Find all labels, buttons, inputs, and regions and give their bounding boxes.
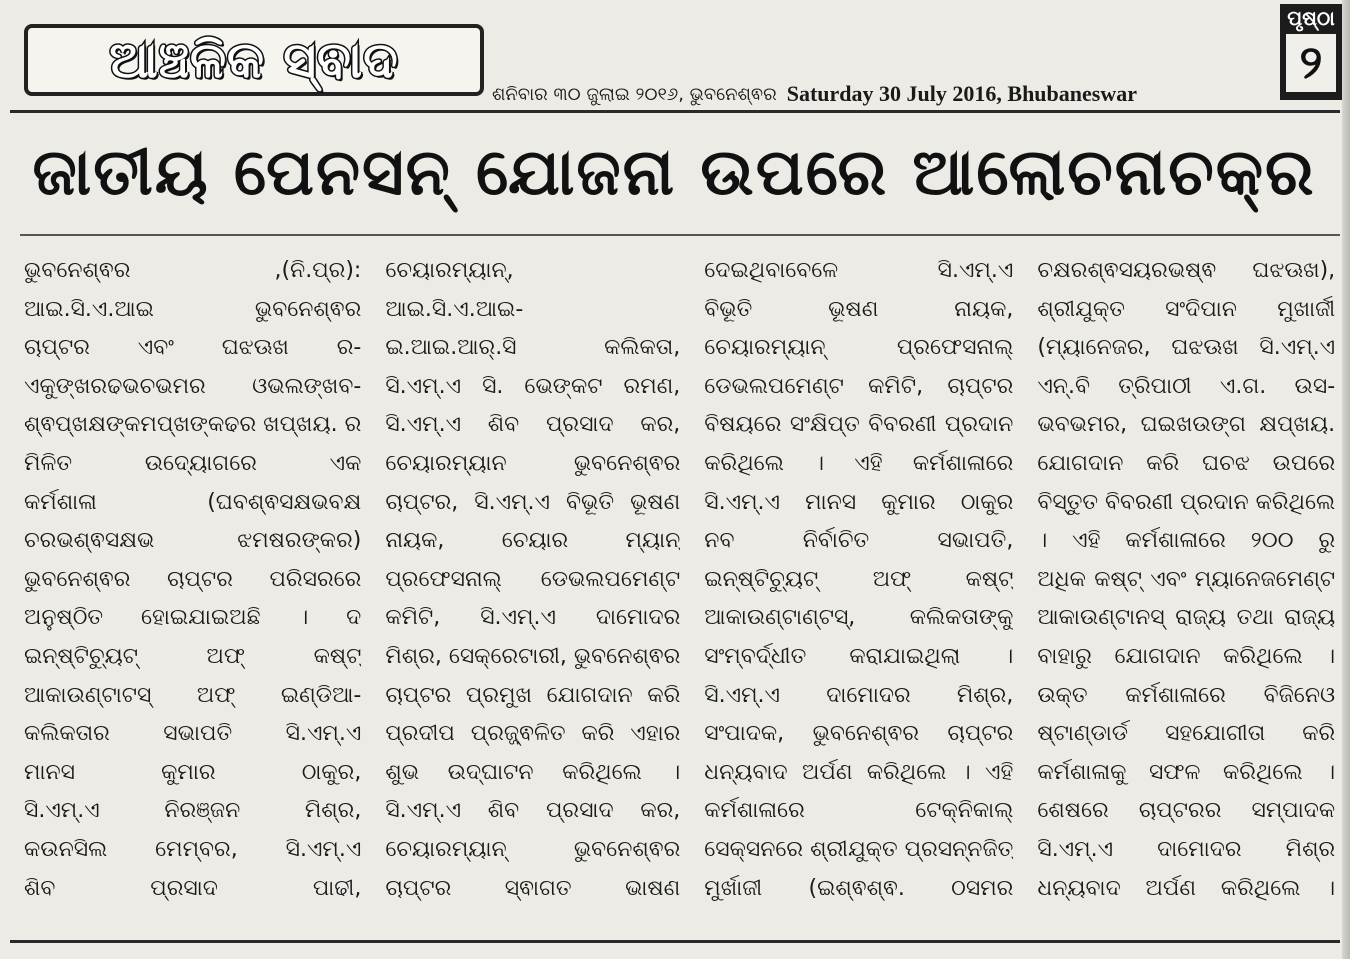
article-line: ଶିବ ପ୍ରସାଦ ପାଢୀ, (24, 875, 362, 901)
article-line: ନବ ନିର୍ବାଚିତ ସଭାପତି, (704, 528, 1014, 554)
paper-edge (1342, 0, 1350, 959)
article-line: ବିଭୂତି ଭୂଷଣ ନାୟକ, (704, 296, 1014, 322)
article-line: ସି.ଏମ୍.ଏ ସି. ଭେଙ୍କଟ ରମଣ, (385, 373, 681, 399)
article-line: ସି.ଏମ୍.ଏ ଶିବ ପ୍ରସାଦ କର, (385, 412, 681, 438)
article-line: ଧନ୍ୟବାଦ ଅର୍ପଣ କରିଥିଲେ । (1037, 875, 1336, 901)
article-line: ପ୍ରଦୀପ ପ୍ରଜ୍ଜ୍ଵଳିତ କରି ଏହାର (385, 721, 681, 747)
article-column-2 (385, 252, 680, 922)
article-line: ଏନ୍.ବି ତ୍ରିପାଠୀ ଏ.ଗ. ଉସ- (1037, 373, 1336, 399)
headline-text: ଜାତୀୟ ପେନସନ୍ ଯୋଜନା ଉପରେ ଆଲୋଚନାଚକ୍ର (32, 136, 1316, 210)
page-number-box (1280, 4, 1342, 100)
article-line: (ମ୍ୟାନେଜର, ଘଝଊଖ ସି.ଏମ୍.ଏ (1037, 335, 1336, 361)
article-line: ଚାପ୍ଟର ଏବଂ ଘଝଊଖ ର- (24, 335, 362, 361)
article-line: ଚେୟାରମ୍ୟାନ୍ ପ୍ରଫେସନାଲ୍ (704, 335, 1014, 361)
article-line: ଶୁଭ ଉଦ୍‌ଘାଟନ କରିଥିଲେ । (385, 759, 681, 785)
article-line: ଚାପ୍ଟର ପ୍ରମୁଖ ଯୋଗଦାନ କରି (385, 682, 681, 708)
article-line: ଭୁବନେଶ୍ଵର ,(ନି.ପ୍ର): (24, 258, 362, 283)
headline (24, 118, 1324, 228)
newspaper-logo (24, 24, 484, 96)
article-line: ଇନ୍ଷ୍ଟିଚ୍ୟୁଟ୍ ଅଫ୍ କଷ୍ଟ୍ (704, 566, 1014, 592)
article-line: ଚାପ୍ଟର, ସି.ଏମ୍.ଏ ବିଭୂତି ଭୂଷଣ (385, 489, 681, 515)
article-line: ନାୟକ, ଚେୟାର ମ୍ୟାନ୍ (385, 528, 681, 554)
article-line: ମୁର୍ଖାଜୀ (ଇଶ୍ଵଶ୍ଵ. ଠସମର (704, 875, 1014, 901)
bottom-rule (10, 940, 1340, 943)
article-line: ଅନୁଷ୍ଠିତ ହୋଇଯାଇଅଛି । ଦ (24, 605, 362, 631)
article-line: ଚେୟାରମ୍ୟାନ ଭୁବନେଶ୍ଵର (385, 450, 681, 476)
article-line: । ଏହି କର୍ମଶାଳାରେ ୨୦୦ ରୁ (1037, 528, 1336, 554)
top-rule (10, 110, 1340, 113)
article-line: ଇ.ଆଇ.ଆର୍.ସି କଲିକତା, (385, 335, 681, 361)
article-line: ଆକାଉଣ୍ଟାଣ୍ଟସ୍, କଲିକତାଙ୍କୁ (704, 605, 1014, 631)
article-line: ଚେୟାରମ୍ୟାନ୍ ଭୁବନେଶ୍ଵର (385, 836, 681, 862)
page-label: ପୃଷ୍ଠା (1287, 6, 1335, 30)
article-line: ସି.ଏମ୍.ଏ ଦାମୋଦର ମିଶ୍ର, (704, 682, 1014, 708)
article-column-1 (24, 252, 361, 922)
article-line: ସି.ଏମ୍.ଏ ଶିବ ପ୍ରସାଦ କର, (385, 798, 681, 824)
article-line: ଉକ୍ତ କର୍ମଶାଳାରେ ବିଜିନେଓ (1037, 682, 1336, 708)
article-line: ଚାପ୍ଟର ସ୍ଵାଗତ ଭାଷଣ (385, 875, 681, 901)
article-line: ମାନସ କୁମାର ଠାକୁର, (24, 759, 362, 785)
article-line: ଚରଭଶ୍ଵସକ୍ଷଭ ଝମଷରଙ୍କର) (24, 528, 362, 554)
article-line: ବିସ୍ତୁତ ବିବରଣୀ ପ୍ରଦାନ କରିଥିଲେ (1037, 489, 1336, 515)
article-line: ସି.ଏମ୍.ଏ ମାନସ କୁମାର ଠାକୁର (704, 489, 1014, 515)
headline-rule (20, 234, 1340, 236)
article-line: ମିଳିତ ଉଦ୍ୟୋଗରେ ଏକ (24, 450, 362, 476)
article-line: ସି.ଏମ୍.ଏ ନିରଞ୍ଜନ ମିଶ୍ର, (24, 798, 362, 824)
article-line: ଚକ୍ଷରଶ୍ଵସୟରଭଷ୍ଵ ଘଝଊଖ), (1037, 258, 1336, 283)
article-line: ବାହାରୁ ଯୋଗଦାନ କରିଥିଲେ । (1037, 643, 1336, 669)
article-line: ଅଧିକ କଷ୍ଟ୍ ଏବଂ ମ୍ୟାନେଜମେଣ୍ଟ (1037, 566, 1336, 592)
article-line: ସଂପାଦକ, ଭୁବନେଶ୍ଵର ଚାପ୍ଟର (704, 721, 1014, 747)
article-column-4 (1037, 252, 1335, 922)
article-line: ଦେଇଥିବାବେଳେ ସି.ଏମ୍.ଏ (704, 258, 1014, 283)
article-line: ଆକାଉଣ୍ଟାନସ୍ ରାଜ୍ୟ ତଥା ରାଜ୍ୟ (1037, 605, 1336, 631)
article-line: ଇନ୍ଷ୍ଟିଚ୍ୟୁଟ୍ ଅଫ୍ କଷ୍ଟ୍ (24, 643, 362, 669)
dateline (492, 78, 1282, 112)
article-column-3 (704, 252, 1013, 922)
article-line: ବିଷୟରେ ସଂକ୍ଷିପ୍ତ ବିବରଣୀ ପ୍ରଦାନ (704, 412, 1014, 438)
date-odia: ଶନିବାର ୩୦ ଜୁଲାଇ ୨୦୧୬, ଭୁବନେଶ୍ଵର (492, 83, 777, 105)
article-line: ଯୋଗଦାନ କରି ଘଚଝ ଉପରେ (1037, 450, 1336, 476)
article-line: ସେକ୍‌ସନରେ ଶ୍ରୀଯୁକ୍ତ ପ୍ରସନ୍ନଜିତ୍ (704, 836, 1014, 862)
article-line: ଶ୍ରୀଯୁକ୍ତ ସଂଦିପାନ ମୁଖାର୍ଜୀ (1037, 296, 1336, 322)
article-line: କଲିକତାର ସଭାପତି ସି.ଏମ୍.ଏ (24, 721, 362, 747)
article-line: ଡେଭଲପମେଣ୍ଟ କମିଟି, ଚାପ୍ଟର (704, 373, 1014, 399)
logo-text: ଆଞ୍ଚଳିକ ସ୍ଵାଦ (109, 30, 399, 89)
article-line: ଚେୟାରମ୍ୟାନ୍, (385, 258, 514, 283)
article-line: ପ୍ରଫେସନାଲ୍ ଡେଭଲପମେଣ୍ଟ (385, 566, 681, 592)
article-line: କମିଟି, ସି.ଏମ୍.ଏ ଦାମୋଦର (385, 605, 681, 631)
article-body (24, 252, 1336, 922)
masthead (10, 8, 1280, 108)
article-line: ଶ୍ଵପ୍ଖକ୍ଷଙ୍କମପ୍ଖଙ୍କଢର ଖପ୍ଖୟ. ର (24, 412, 362, 438)
article-line: କର୍ମଶାଳାରେ ଟେକ୍‌ନିକାଲ୍ (704, 798, 1014, 824)
article-line: ଆକାଉଣ୍ଟାଟସ୍ ଅଫ୍ ଇଣ୍ଡିଆ- (24, 682, 362, 708)
article-line: କର୍ମଶାଳାକୁ ସଫଳ କରିଥିଲେ । (1037, 759, 1336, 785)
article-line: ଭୁବନେଶ୍ଵର ଚାପ୍ଟର ପରିସରରେ (24, 566, 362, 592)
article-line: କଉନସିଲ ମେମ୍ବର, ସି.ଏମ୍.ଏ (24, 836, 362, 862)
date-english: Saturday 30 July 2016, Bhubaneswar (786, 81, 1137, 106)
page-number: ୨ (1286, 34, 1336, 92)
article-line: ଶେଷରେ ଚାପ୍ଟରର ସମ୍ପାଦକ (1037, 798, 1336, 824)
article-line: ସି.ଏମ୍.ଏ ଦାମୋଦର ମିଶ୍ର (1037, 836, 1336, 862)
article-line: ଷ୍ଟାଣ୍ଡାର୍ଡ ସହଯୋଗୀତା କରି (1037, 721, 1336, 747)
article-line: କର୍ମଶାଳା (ଘବଶ୍ଵସକ୍ଷଭବକ୍ଷ (24, 489, 362, 515)
article-line: ଏକୁଙ୍ଖରଢଭଚଭମର ଓଭଲଙ୍ଖବ- (24, 373, 362, 399)
article-line: ମିଶ୍ର, ସେକ୍ରେଟାରୀ, ଭୁବନେଶ୍ଵର (385, 643, 681, 669)
article-line: ଆଇ.ସି.ଏ.ଆଇ- (385, 296, 524, 322)
article-line: ଭବଭମର, ଘଇଖଉଙ୍ଗ କ୍ଷପ୍ଖୟ. (1037, 412, 1336, 438)
article-line: ଧନ୍ୟବାଦ ଅର୍ପଣ କରିଥିଲେ । ଏହି (704, 759, 1014, 785)
article-line: ସଂମ୍ବର୍ଦ୍ଧୀତ କରାଯାଇଥିଲା । (704, 643, 1014, 669)
article-line: ଆଇ.ସି.ଏ.ଆଇ ଭୁବନେଶ୍ଵର (24, 296, 362, 322)
article-line: କରିଥିଲେ । ଏହି କର୍ମଶାଳାରେ (704, 450, 1014, 476)
